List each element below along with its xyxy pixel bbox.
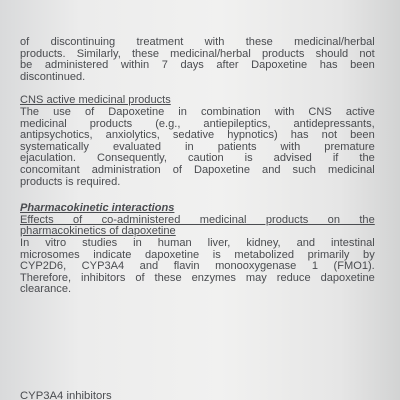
text-line: products. Similarly, these medicinal/herbal products should not	[20, 47, 375, 60]
spacer	[20, 188, 375, 203]
text-line: medicinal products (e.g., antiepileptics, antidepressants,	[20, 117, 375, 130]
text-line: systematically evaluated in patients with premature	[20, 140, 375, 153]
paragraph-discontinuation	[20, 37, 375, 83]
text-line: ejaculation. Consequently, caution is advised if the	[20, 152, 375, 165]
text-line: discontinued.	[20, 70, 86, 83]
text-line: Therefore, inhibitors of these enzymes may reduce dapoxetine	[20, 271, 375, 284]
text-line: microsomes indicate dapoxetine is metabolized primarily by	[20, 248, 375, 261]
subheading-line: pharmacokinetics of dapoxetine	[20, 225, 176, 238]
subheading-line: Effects of co-administered medicinal products on the	[20, 213, 375, 226]
text-line: concomitant administration of Dapoxetine and such medicinal	[20, 163, 375, 176]
text-line: products is required.	[20, 175, 121, 188]
section-heading: CNS active medicinal products	[20, 94, 171, 107]
leaflet-text	[20, 37, 375, 296]
text-line: The use of Dapoxetine in combination with CNS active	[20, 105, 375, 118]
section-heading-cyp3a4: CYP3A4 inhibitors	[20, 390, 112, 400]
text-line: clearance.	[20, 283, 72, 296]
text-line: In vitro studies in human liver, kidney, and intestinal	[20, 236, 375, 249]
text-line: be administered within 7 days after Dapoxetine has been	[20, 59, 375, 72]
section-heading: Pharmacokinetic interactions	[20, 202, 175, 215]
text-line: antipsychotics, anxiolytics, sedative hypnotics) has not been	[20, 129, 375, 142]
section-cns-active	[20, 95, 375, 188]
text-line: of discontinuing treatment with these medicinal/herbal	[20, 36, 375, 48]
section-pharmacokinetic	[20, 203, 375, 296]
text-line: CYP2D6, CYP3A4 and flavin monooxygenase 1 (FMO1).	[20, 260, 375, 273]
